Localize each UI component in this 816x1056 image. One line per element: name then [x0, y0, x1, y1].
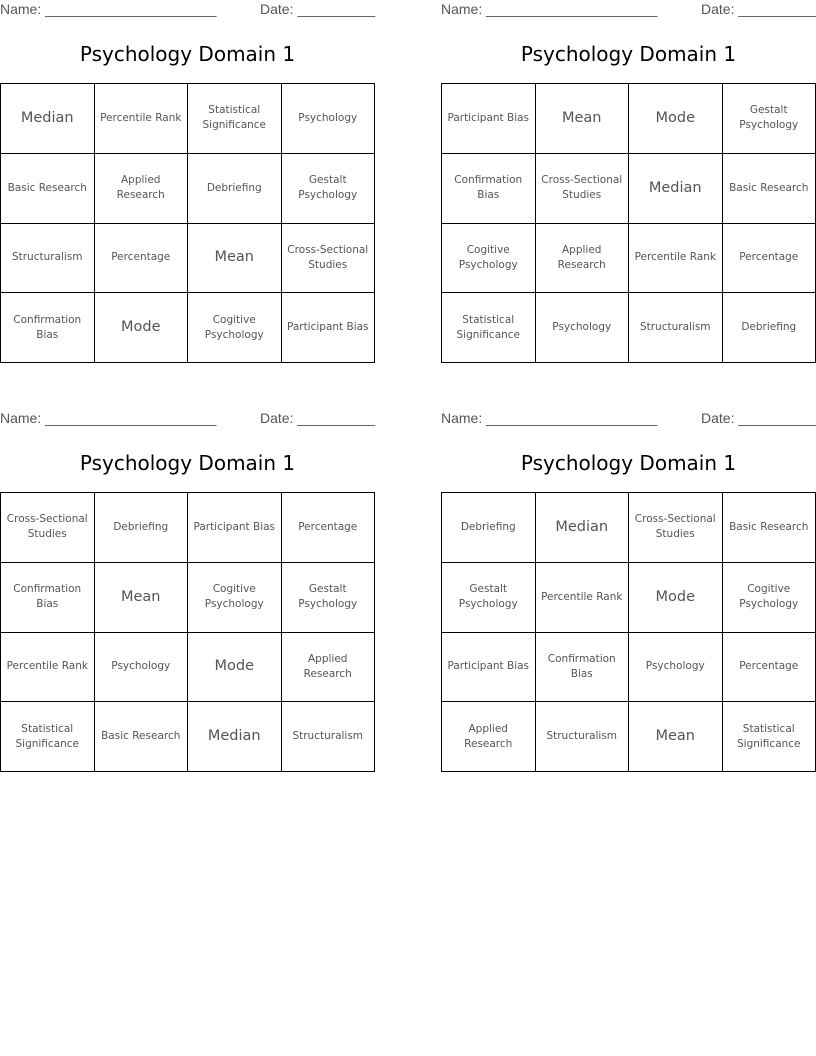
bingo-cell: Cross-Sectional Studies — [536, 154, 630, 224]
bingo-cell: Median — [536, 493, 630, 563]
bingo-cell: Participant Bias — [442, 84, 536, 154]
bingo-cell: Debriefing — [188, 154, 282, 224]
name-date-row — [0, 1, 375, 19]
bingo-cell: Participant Bias — [442, 633, 536, 703]
name-field: Name: ______________________ — [0, 410, 217, 426]
bingo-cell: Applied Research — [536, 224, 630, 294]
bingo-cell: Gestalt Psychology — [282, 563, 376, 633]
bingo-cell: Debriefing — [442, 493, 536, 563]
name-field: Name: ______________________ — [0, 1, 217, 17]
bingo-grid — [441, 492, 816, 772]
bingo-cell: Percentage — [723, 224, 816, 294]
bingo-cell: Confirmation Bias — [442, 154, 536, 224]
bingo-cell: Cogitive Psychology — [188, 293, 282, 363]
bingo-cell: Cogitive Psychology — [723, 563, 816, 633]
bingo-cell: Percentile Rank — [1, 633, 95, 703]
bingo-cell: Applied Research — [282, 633, 376, 703]
bingo-cell: Mode — [629, 84, 723, 154]
name-date-row — [0, 410, 375, 428]
bingo-grid — [0, 492, 375, 772]
bingo-cell: Cross-Sectional Studies — [629, 493, 723, 563]
card-title: Psychology Domain 1 — [520, 42, 737, 66]
date-field: Date: __________ — [701, 410, 816, 426]
bingo-cell: Participant Bias — [188, 493, 282, 563]
bingo-cell: Cross-Sectional Studies — [282, 224, 376, 294]
bingo-cell: Median — [629, 154, 723, 224]
bingo-cell: Structuralism — [282, 702, 376, 772]
bingo-cell: Cross-Sectional Studies — [1, 493, 95, 563]
bingo-card — [0, 0, 375, 372]
bingo-cell: Percentile Rank — [95, 84, 189, 154]
bingo-cell: Basic Research — [1, 154, 95, 224]
bingo-cell: Structuralism — [536, 702, 630, 772]
bingo-cell: Mode — [95, 293, 189, 363]
name-date-row — [441, 410, 816, 428]
bingo-cell: Percentage — [282, 493, 376, 563]
bingo-cell: Percentage — [95, 224, 189, 294]
bingo-cell: Cogitive Psychology — [442, 224, 536, 294]
bingo-cell: Percentage — [723, 633, 816, 703]
name-date-row — [441, 1, 816, 19]
name-field: Name: ______________________ — [441, 1, 658, 17]
bingo-card — [441, 409, 816, 781]
bingo-cell: Mean — [629, 702, 723, 772]
bingo-cell: Confirmation Bias — [1, 563, 95, 633]
name-field: Name: ______________________ — [441, 410, 658, 426]
bingo-cell: Psychology — [95, 633, 189, 703]
bingo-grid — [0, 83, 375, 363]
bingo-cell: Statistical Significance — [1, 702, 95, 772]
bingo-cell: Basic Research — [723, 493, 816, 563]
bingo-cell: Structuralism — [629, 293, 723, 363]
bingo-cell: Participant Bias — [282, 293, 376, 363]
bingo-cell: Statistical Significance — [188, 84, 282, 154]
date-field: Date: __________ — [701, 1, 816, 17]
bingo-cell: Psychology — [629, 633, 723, 703]
bingo-card — [0, 409, 375, 781]
date-field: Date: __________ — [260, 410, 376, 426]
bingo-cell: Gestalt Psychology — [723, 84, 816, 154]
card-title: Psychology Domain 1 — [79, 451, 296, 475]
bingo-card — [441, 0, 816, 372]
bingo-cell: Basic Research — [723, 154, 816, 224]
bingo-cell: Percentile Rank — [536, 563, 630, 633]
bingo-cell: Debriefing — [723, 293, 816, 363]
bingo-grid — [441, 83, 816, 363]
bingo-cell: Median — [1, 84, 95, 154]
bingo-cell: Confirmation Bias — [1, 293, 95, 363]
date-field: Date: __________ — [260, 1, 376, 17]
bingo-cell: Statistical Significance — [723, 702, 816, 772]
bingo-cell: Confirmation Bias — [536, 633, 630, 703]
bingo-cell: Cogitive Psychology — [188, 563, 282, 633]
bingo-cell: Mean — [95, 563, 189, 633]
bingo-cell: Structuralism — [1, 224, 95, 294]
bingo-cell: Gestalt Psychology — [282, 154, 376, 224]
bingo-cell: Median — [188, 702, 282, 772]
bingo-cell: Basic Research — [95, 702, 189, 772]
bingo-cell: Mode — [188, 633, 282, 703]
bingo-cell: Psychology — [536, 293, 630, 363]
bingo-cell: Psychology — [282, 84, 376, 154]
bingo-cell: Mode — [629, 563, 723, 633]
bingo-cell: Applied Research — [95, 154, 189, 224]
bingo-cell: Applied Research — [442, 702, 536, 772]
bingo-cell: Gestalt Psychology — [442, 563, 536, 633]
card-title: Psychology Domain 1 — [79, 42, 296, 66]
bingo-cell: Mean — [188, 224, 282, 294]
bingo-cell: Statistical Significance — [442, 293, 536, 363]
card-title: Psychology Domain 1 — [520, 451, 737, 475]
bingo-cell: Percentile Rank — [629, 224, 723, 294]
bingo-cell: Debriefing — [95, 493, 189, 563]
bingo-cell: Mean — [536, 84, 630, 154]
